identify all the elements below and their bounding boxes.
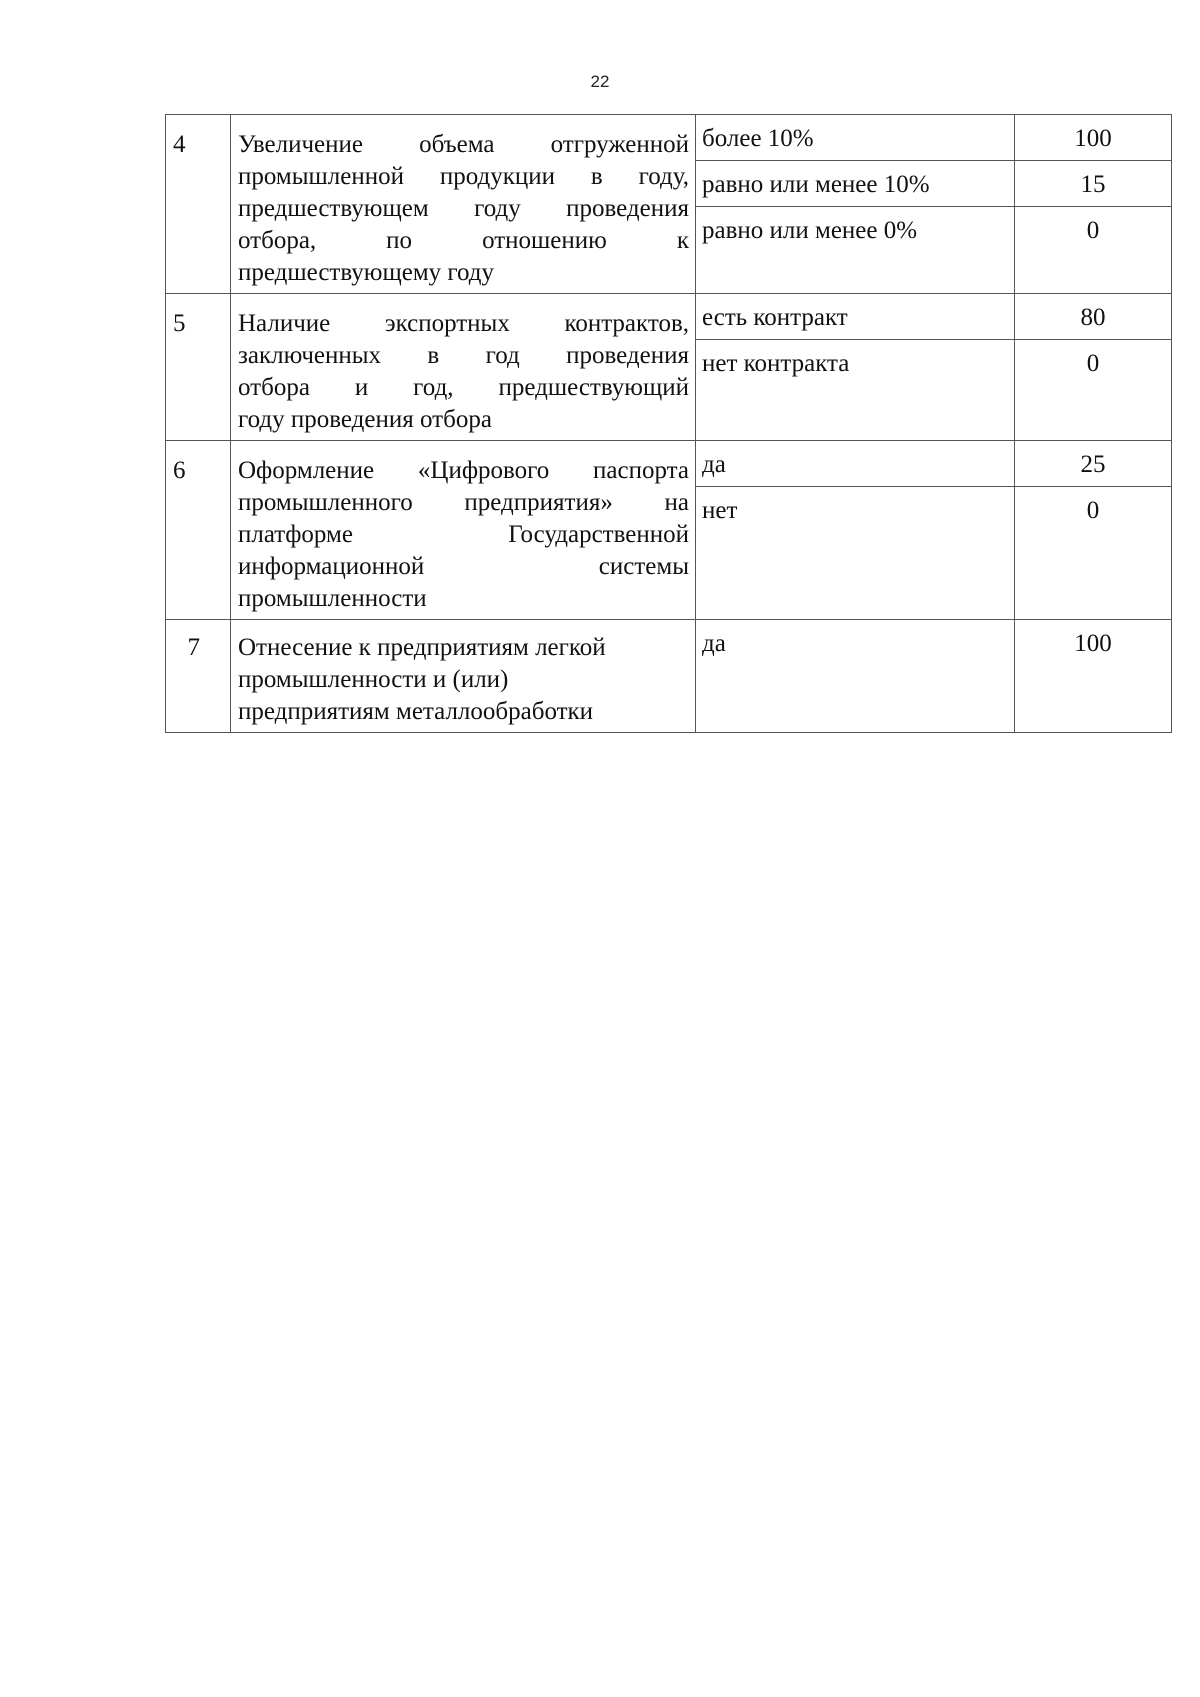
criterion-line: заключенных в год проведения <box>238 342 689 369</box>
option-label: более 10% <box>696 115 1015 161</box>
criterion-line: промышленности и (или) <box>238 666 509 693</box>
option-label: нет контракта <box>696 340 1015 441</box>
option-label: равно или менее 0% <box>696 207 1015 294</box>
criterion-line: году проведения отбора <box>238 406 492 433</box>
table-row <box>166 620 1172 733</box>
criterion-line: информационной системы <box>238 553 689 580</box>
criterion-line: промышленного предприятия» на <box>238 489 689 516</box>
criterion-line: предприятиям металлообработки <box>238 698 594 725</box>
criterion-cell <box>231 620 696 733</box>
option-score: 0 <box>1015 340 1172 441</box>
option-label: есть контракт <box>696 294 1015 340</box>
table-row <box>166 441 1172 487</box>
option-score: 80 <box>1015 294 1172 340</box>
row-number: 7 <box>166 620 231 733</box>
criterion-line: Оформление «Цифрового паспорта <box>238 457 689 484</box>
criterion-line: промышленной продукции в году, <box>238 163 689 190</box>
criteria-table <box>165 114 1172 733</box>
option-score: 100 <box>1015 620 1172 733</box>
criterion-line: предшествующем году проведения <box>238 195 689 222</box>
criterion-line: Отнесение к предприятиям легкой <box>238 634 606 661</box>
criterion-line: Наличие экспортных контрактов, <box>238 310 689 337</box>
criterion-line: отбора, по отношению к <box>238 227 689 254</box>
option-label: да <box>696 441 1015 487</box>
criterion-cell <box>231 115 696 294</box>
option-label: нет <box>696 487 1015 620</box>
option-score: 0 <box>1015 207 1172 294</box>
table-row <box>166 115 1172 161</box>
page-number: 22 <box>590 72 610 91</box>
criterion-line: отбора и год, предшествующий <box>238 374 689 401</box>
option-label: равно или менее 10% <box>696 161 1015 207</box>
option-score: 25 <box>1015 441 1172 487</box>
option-score: 100 <box>1015 115 1172 161</box>
criterion-cell <box>231 294 696 441</box>
table-row <box>166 294 1172 340</box>
option-score: 0 <box>1015 487 1172 620</box>
criterion-line: предшествующему году <box>238 259 495 286</box>
criterion-line: платформе Государственной <box>238 521 689 548</box>
option-score: 15 <box>1015 161 1172 207</box>
criterion-line: промышленности <box>238 585 427 612</box>
criterion-line: Увеличение объема отгруженной <box>238 131 689 158</box>
row-number: 4 <box>166 115 231 294</box>
criterion-cell <box>231 441 696 620</box>
row-number: 6 <box>166 441 231 620</box>
row-number: 5 <box>166 294 231 441</box>
option-label: да <box>696 620 1015 733</box>
